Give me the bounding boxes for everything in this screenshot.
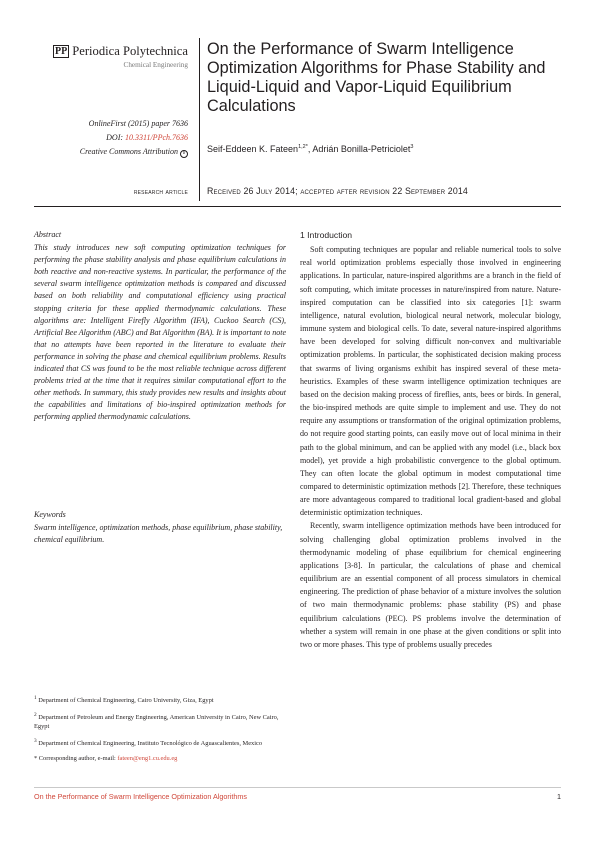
affiliation-3 [34, 737, 286, 749]
corresponding-email-link[interactable]: fateen@eng1.cu.edu.eg [117, 754, 178, 762]
abstract-text: This study introduces new soft computing optimization techniques for performing the phase stability analysis and phase equilibrium calculations in both reactive and non-reactive systems. In particular, the performance of the several swarm intelligence optimization methods is compared and discussed based on both reliability and computational efficiency using practical stopping criteria for these applied thermodynamic calculations. These algorithms are: Intelligent Firefly Algorithm (IFA), Cuckoo Search (CS), Artificial Bee Algorithm (ABC) and Bat Algorithm (BA). It is important to note that no attempts have been reported in the literature to evaluate their performance in solving the phase and chemical equilibrium problems. Results indicated that CS was found to be the most reliable technique across different problems tried at the time that it requires similar computational effort to the other methods. In summary, this study provides new results and insights about the capabilities and limitations of bio-inspired optimization methods for performing applied thermodynamic calculations. [34, 243, 286, 422]
corresponding-author [34, 754, 286, 764]
doi-link[interactable]: 10.3311/PPch.7636 [125, 133, 188, 142]
affiliation-1 [34, 694, 286, 706]
corresponding-label: * Corresponding author, e-mail: [34, 754, 116, 762]
keywords-text: Swarm intelligence, optimization methods, phase equilibrium, phase stability, chemical equilibrium. [34, 523, 283, 545]
journal-name [34, 44, 188, 59]
cc-by-icon: b [180, 150, 188, 158]
journal-logo-icon: PP [55, 46, 68, 57]
abstract-section [34, 229, 286, 424]
affiliation-sup: 3 [34, 738, 37, 745]
header-divider [199, 38, 200, 201]
affiliations [34, 694, 286, 768]
abstract-heading: Abstract [34, 230, 62, 239]
affiliation-text: Department of Chemical Engineering, Cairo University, Giza, Egypt [38, 697, 214, 705]
author-1-sup: 1,2* [298, 144, 308, 150]
article-meta [34, 117, 188, 159]
doi-line [34, 131, 188, 145]
affiliation-sup: 1 [34, 695, 37, 701]
author-2-sup: 3 [410, 144, 414, 150]
introduction-section [300, 229, 561, 651]
license-text: Creative Commons Attribution [79, 147, 178, 156]
page-number: 1 [557, 792, 561, 801]
author-separator: , [307, 144, 313, 154]
article-title: On the Performance of Swarm Intelligence Optimization Algorithms for Phase Stability and Liquid-Liquid and Vapor-Liquid Equilibrium Calculations [207, 40, 546, 115]
affiliation-text: Department of Petroleum and Energy Engineering, American University in Cairo, New Cairo, Egypt [34, 713, 279, 731]
license-line [34, 145, 188, 159]
affiliation-2 [34, 711, 286, 732]
keywords-heading: Keywords [34, 510, 66, 519]
journal-name-text: Periodica Polytechnica [72, 44, 188, 58]
intro-paragraph-1: Soft computing techniques are popular and reliable numerical tools to solve real world optimization problems especially those involved in engineering applications. In particular, nature-inspired algorithms are a branch in the field of soft computing, which imitate processes in nature/inspired from nature. Nature-inspired computation can be classified into six categories [1]: swarm intelligence, natural evolution, biological neural network, molecular biology, immune system and biological cells. To date, several nature-inspired algorithms have been developed for solving difficult non-convex and multivariable optimization problems. In particular, the sophisticated decision making process that swarms of living organisms exhibit has inspired several of these meta-heuristics. Examples of these swarm intelligence optimization techniques are based on the decision making process of fireflies, ants, bees or birds. In general, the bio-inspired methods are quite simple to implement and use. They do not require any assumptions or transformation of the original optimization problems, do not require good starting points, can easily move out of local minima in their path to the global minimum, and can be applied with any model (i.e., black box model), yet provide a high probabilistic convergence to the global optimum. They can often locate the global optimum in modest computational time compared to deterministic optimization methods [2]. Therefore, these techniques are more advantageous compared to traditional local gradient-based and global deterministic optimization techniques. [300, 245, 561, 518]
online-first: OnlineFirst (2015) paper 7636 [88, 119, 188, 128]
affiliation-sup: 2 [34, 711, 37, 718]
journal-block [34, 44, 188, 69]
journal-subtitle: Chemical Engineering [123, 61, 188, 69]
header-rule [34, 206, 561, 207]
received-dates: Received 26 July 2014; accepted after revision 22 September 2014 [207, 186, 468, 196]
keywords-section [34, 509, 286, 546]
author-2: Adrián Bonilla-Petriciolet [312, 144, 411, 154]
author-1: Seif-Eddeen K. Fateen [207, 144, 299, 154]
affiliation-text: Department of Chemical Engineering, Instituto Tecnológico de Aguascalientes, Mexico [38, 740, 263, 748]
intro-paragraph-2: Recently, swarm intelligence optimization methods have been introduced for solving challenging global optimization problems involved in the thermodynamic modeling of phase equilibrium for chemical engineering applications [3-8]. In particular, the calculations of phase and chemical equilibrium are an essential component of all process simulators in chemical engineering. The prediction of phase behavior of a mixture involves the solution of two main thermodynamic problems: phase stability (PS) and phase equilibrium calculations (PEC). PS problems involve the determination of whether a system will remain in one phase at the given conditions or split into two or more phases. This type of problems usually precedes [300, 521, 561, 649]
author-line [207, 144, 557, 154]
running-title: On the Performance of Swarm Intelligence Optimization Algorithms [34, 792, 247, 801]
doi-label: DOI: [106, 133, 124, 142]
introduction-heading: 1 Introduction [300, 230, 353, 240]
footer-rule [34, 787, 561, 788]
article-type: research article [133, 187, 188, 196]
